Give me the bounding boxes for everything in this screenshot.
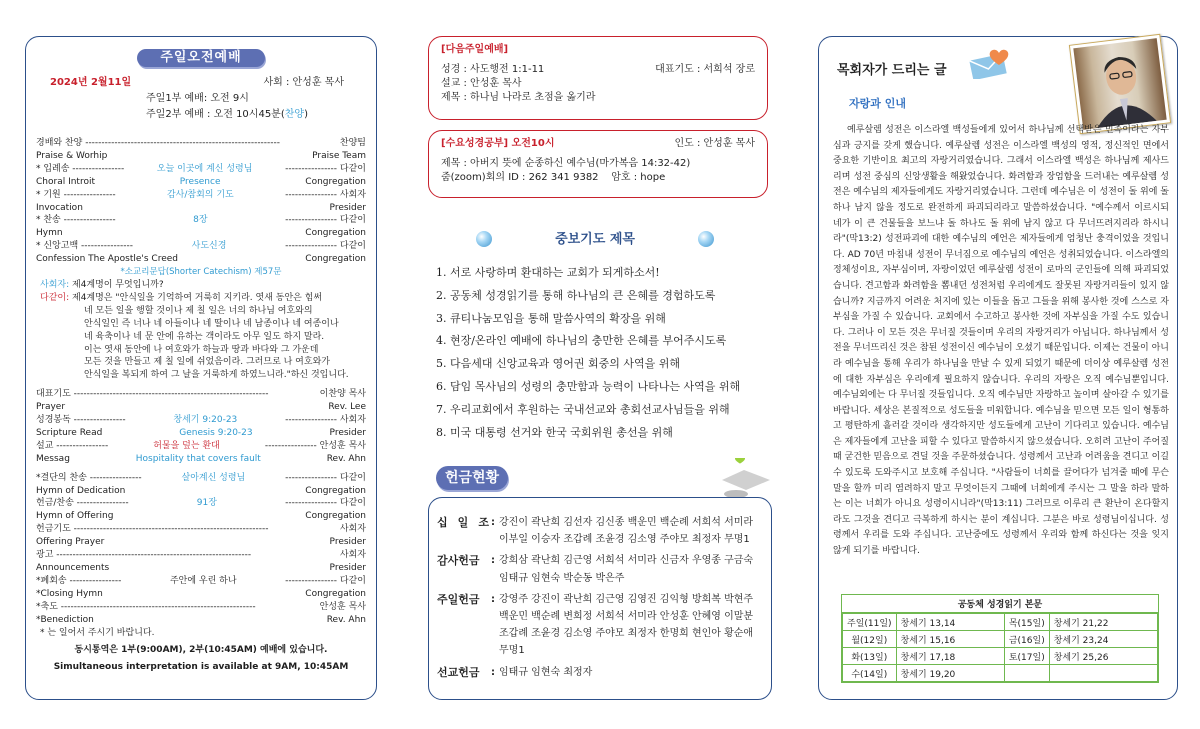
prayer-item: 7. 우리교회에서 후원하는 국내선교와 총회선교사님들을 위해	[436, 402, 730, 416]
prayer-item: 1. 서로 사랑하며 환대하는 교회가 되게하소서!	[436, 266, 660, 279]
order-item-en: Offering Prayer	[36, 537, 105, 548]
order-item-ko: *결단의 찬송 ----------------	[36, 472, 142, 483]
order-item-en: Confession The Apostle's Creed	[36, 254, 178, 265]
prayer-item: 8. 미국 대통령 선거와 한국 국회위원 총선을 위해	[436, 425, 673, 439]
offering-row: 십 일 조 : 강진이 곽난희 김선자 김신종 백운민 백순례 서희석 서미라 이부일 이승자 조갑례 조윤경 김소영 주야모 최정자 무명1	[437, 516, 754, 546]
order-item-en-center	[94, 614, 327, 627]
order-row-en	[36, 614, 366, 627]
interpretation-en: Simultaneous interpretation is available at 9AM, 10:45AM	[53, 662, 349, 673]
order-item-ko: 헌금기도 ------------------------------------------------------------	[36, 524, 269, 535]
order-item-ko: * 기원 ----------------	[36, 189, 116, 200]
prayer-item: 4. 현장/온라인 예배에 하나님의 충만한 은혜를 부어주시도록	[436, 334, 727, 348]
order-item-ko: 성경봉독 ----------------	[36, 415, 126, 426]
order-item-right: 이찬양 목사	[319, 389, 366, 400]
order-row	[36, 240, 366, 253]
offering-row: 주일헌금 : 강영주 강진이 곽난희 김근영 김영진 김익형 방희복 박현주 백운민 백순례 변희정 서희석 서미라 안성훈 안혜영 이말분 조갑례 조윤경 김소영 주야모 최정자 한명희 현인아 황순애 무명1	[437, 592, 754, 657]
order-item-en: Praise & Worhip	[36, 150, 108, 161]
reading-passage: 창세기 13,14	[896, 614, 1004, 631]
order-row	[36, 440, 366, 453]
catechism-question: 사회자: 제4계명이 무엇입니까?	[40, 279, 164, 290]
order-item-right: ---------------- 안성훈 목사	[264, 440, 366, 451]
worship-date: 2024년 2월11일	[50, 77, 132, 88]
order-row	[36, 523, 366, 536]
order-item-center: 허물을 덮는 환대	[153, 440, 220, 451]
catechism-answer: 다같이: 제4계명은 "안식일을 기억하여 거룩히 지키라. 엿새 동안은 힘써 네 모든 일을 행할 것이나 제 칠 일은 너의 하나님 여호와의 안식일인 즉 너나 네 아들이나 네 딸이나 네 남종이나 네 여종이나 네 육축이나 네 문 안에 유하는 객이라도 아무 일도 하지 말라. 이는 엿새 동안에 나 여호와가 하늘과 땅과 바다와 그 가운데 모든 것을 만들고 제 칠 일에 쉬었음이라. 그러므로 나 여호와가 안식일을 복되게 하여 그 날을 거룩하게 하였느니라."하신 것입니다.	[40, 292, 349, 381]
next-scripture: 성경 : 사도행전 1:1-11	[441, 64, 545, 75]
stand-note: * 는 일어서 주시기 바랍니다.	[40, 627, 155, 638]
order-item-ko: 경배와 찬양 ------------------------------------------------------------	[36, 138, 281, 148]
order-item-center: 8장	[193, 215, 208, 226]
order-item-center: 사도신경	[191, 241, 227, 252]
order-item-en-right: Praise Team	[312, 150, 366, 161]
prayer-title-bar	[470, 228, 720, 248]
reading-day: 주일(11일)	[843, 614, 897, 631]
reading-row	[843, 614, 1158, 631]
order-row	[36, 472, 366, 485]
prayer-item: 5. 다음세대 신앙교육과 영어권 회중의 사역을 위해	[436, 357, 680, 371]
reading-day: 월(12일)	[843, 631, 897, 648]
reading-day: 금(16일)	[1004, 631, 1049, 648]
offering-row: 감사헌금 : 강희삼 곽난희 김근영 서희석 서미라 신금자 우영종 구금숙 임태규 임현숙 박순동 박은주	[437, 554, 754, 584]
order-item-center: 감사/참회의 기도	[166, 189, 234, 200]
order-row	[36, 575, 366, 588]
reading-day	[1004, 665, 1049, 682]
reading-day: 목(15일)	[1004, 614, 1049, 631]
reading-day: 수(14일)	[843, 665, 897, 682]
order-item-en: Hymn	[36, 228, 63, 239]
order-item-en: Hymn of Offering	[36, 511, 114, 522]
pastor-letter-panel	[818, 36, 1178, 700]
order-item-en-right: Congregation	[305, 254, 366, 265]
order-row-en	[36, 536, 366, 549]
order-item-right: ---------------- 다같이	[285, 215, 366, 226]
order-item-en-center	[178, 253, 305, 266]
order-row-en	[36, 588, 366, 601]
heart-decoration-icon	[716, 458, 776, 498]
reading-passage: 창세기 19,20	[896, 665, 1004, 682]
order-item-ko: * 입례송 ----------------	[36, 163, 125, 174]
prayer-title: 중보기도 제목	[555, 232, 635, 247]
order-row	[36, 137, 366, 150]
order-item-right: 찬양팀	[339, 138, 366, 148]
order-item-right: 안성훈 목사	[319, 601, 366, 612]
order-item-right: ---------------- 다같이	[285, 472, 366, 483]
order-item-en-center	[103, 588, 305, 601]
order-item-right: 사회자	[339, 524, 366, 535]
order-item-en-right: Rev. Lee	[328, 402, 366, 413]
reading-row	[843, 631, 1158, 648]
order-row-en	[36, 202, 366, 215]
order-item-en-right: Congregation	[305, 485, 366, 496]
order-item-en-right: Presider	[329, 563, 366, 573]
order-list-3	[36, 472, 366, 627]
order-row	[36, 163, 366, 176]
reading-passage: 창세기 23,24	[1049, 631, 1157, 648]
order-item-en-center	[65, 401, 328, 414]
order-item-en-right: Congregation	[305, 588, 366, 599]
order-item-center	[251, 549, 340, 562]
order-item-en-center	[83, 202, 330, 215]
order-item-right: ---------------- 사회자	[285, 415, 366, 426]
order-item-en-center	[125, 485, 305, 498]
pastor-letter-subtitle: 자랑과 인내	[849, 97, 906, 110]
order-item-en-center: Presence	[179, 176, 221, 187]
pastor-letter-body: 예루살렘 성전은 이스라엘 백성들에게 있어서 하나님께 선택받은 민족이라는 자부심과 긍지를 갖게 했습니다. 예루살렘 성전은 이스라엘 백성의 영적, 정신적인 면에서 중요한 기반이요 최고의 자랑거리였습니다. 그래서 이스라엘 백성은 하나님께 제사드리며 성전 중심의 신앙생활을 해왔었습니다. 화려함과 장엄함을 드러내는 예루살렘 성전은 예수님의 제자들에게도 자랑거리였습니다. 그런데 예수님은 이 성전이 돌 위에 돌 하나 남지 않을 정도로 완전하게 파괴되리라고 말씀하셨습니다. "예수께서 이르시되 네가 이 큰 건물들을 보느냐 돌 하나도 돌 위에 남지 않고 다 무너뜨려지리라 하시니라"(막13:2) 성전파괴에 대한 예수님의 예언은 제자들에게 엄청난 충격이었을 것입니다. AD 70년 마침내 성전이 무너짐으로 예수님의 예언은 성취되었습니다. 이스라엘의 정체성이요, 자부심이며, 자랑이었던 예루살렘 성전이 로마의 군인들에 의해 파괴되었습니다. 견고함과 화려함을 뽐내던 성전처럼 우리에게도 잘못된 자랑거리들이 있지 않습니까? 지금까지 어려운 처지에 있는 이들을 돕고 그들을 위해 봉사한 것에 스스로 자부심을 가질 수 있습니다. 교회에서 수고하고 봉사한 것에 자부심을 가질 수도 있습니다. 그러나 이 모든 것은 무너질 것들이며 우리의 자랑거리가 아닙니다. 하나님께서 성전을 무너뜨리신 것은 참된 성전이신 예수님이 오셨기 때문입니다. 이제는 건물이 아니라 예수님을 통해 우리가 하나님을 만날 수 있게 되었기 때문에 더이상 예루살렘 성전에 대한 자부심은 우리에게 필요하지 않습니다. 우리의 자랑은 오직 예수님뿐입니다. 예수님외에는 다 무너질 것들입니다. 오직 예수님만 자랑하고 높이며 살아갈 수 있기를 바랍니다. 세상은 본질적으로 성도들을 미워합니다. 예수님을 믿으면 모든 일이 형통하고 평탄하게 흘러갈 것이라 생각하지만 성도들에게 고난이 기다리고 있습니다. 예수님은 제자들에게 고난을 피할 수 있다고 말씀하시지 않으셨습니다. 오히려 고난이 주어질때 굳건한 믿음으로 견딜 것을 주문하셨습니다. 성령께서 고난과 어려움을 견디고 이길 수 있도록 도와주시고 보호해 주십니다. "사람들이 너희를 끌어다가 넘겨줄 때에 무슨 말을 할까 미리 염려하지 말고 무엇이든지 그때에 너희에게 주시는 그 말을 하라 말하는 이는 너희가 아니요 성령이시니라"(막13:11) 그러므로 이루리 큰 환난이 온다할지라도 그것을 견디고 극복하게 하시는 분이 계십니다. 그분은 바로 성령님이십니다. 성령께서 우리를 도와 주십니다. 고난중에도 성령께서 우리와 함께 하신다는 것을 잊지 않게 되기를 바랍니다.	[833, 125, 1169, 557]
order-item-en-right: Congregation	[305, 511, 366, 522]
order-item-ko: * 신앙고백 ----------------	[36, 241, 133, 252]
wed-leader: 인도 : 안성훈 목사	[674, 138, 755, 149]
wed-header: [수요성경공부] 오전10시	[441, 138, 555, 149]
order-item-ko: *축도 ------------------------------------------------------------	[36, 601, 256, 612]
order-item-right: ---------------- 다같이	[285, 575, 366, 586]
reading-passage: 창세기 17,18	[896, 648, 1004, 665]
reading-row	[843, 665, 1158, 682]
order-row-en	[36, 401, 366, 414]
order-item-en-right: Presider	[329, 427, 366, 438]
order-row	[36, 497, 366, 510]
order-item-en-right: Congregation	[305, 228, 366, 239]
reading-day: 토(17일)	[1004, 648, 1049, 665]
offering-row: 선교헌금 : 임태규 임현숙 최정자	[437, 665, 593, 679]
order-row	[36, 601, 366, 614]
next-sermon: 설교 : 안성훈 목사	[441, 78, 522, 89]
order-item-ko: 헌금/찬송 ----------------	[36, 498, 129, 509]
order-row	[36, 549, 366, 562]
reading-row	[843, 648, 1158, 665]
order-row-en	[36, 253, 366, 266]
wed-title: 제목 : 아버지 뜻에 순종하신 예수님(마가복음 14:32-42)	[441, 158, 691, 169]
blue-ball-icon	[698, 231, 714, 247]
next-sunday-box	[428, 36, 768, 120]
worship-order-panel	[25, 36, 377, 700]
order-row	[36, 214, 366, 227]
next-prayer: 대표기도 : 서희석 장로	[655, 64, 755, 75]
order-item-center: 주안에 우린 하나	[169, 575, 237, 586]
worship-host: 사회 : 안성훈 목사	[263, 77, 344, 88]
order-row-en	[36, 176, 366, 189]
order-item-right: ---------------- 다같이	[285, 241, 366, 252]
pastor-photo	[1069, 34, 1171, 135]
wednesday-study-box	[428, 130, 768, 198]
prayer-item: 2. 공동체 성경읽기를 통해 하나님의 큰 은혜를 경험하도록	[436, 288, 716, 302]
order-item-ko: * 찬송 ----------------	[36, 215, 116, 226]
offering-panel	[428, 497, 772, 700]
order-item-ko: 광고 ------------------------------------------------------------	[36, 550, 252, 561]
order-item-center: 오늘 이곳에 계신 성령님	[156, 163, 253, 174]
order-item-en: Scripture Read	[36, 427, 103, 438]
order-item-en-center: Hospitality that covers fault	[135, 453, 261, 464]
order-item-en: Invocation	[36, 202, 83, 213]
order-list-1	[36, 137, 366, 266]
order-row-en	[36, 427, 366, 440]
order-row-en	[36, 562, 366, 575]
reading-passage: 창세기 21,22	[1049, 614, 1157, 631]
order-item-center: 살아계신 성령님	[181, 472, 246, 483]
order-item-center	[269, 523, 340, 536]
order-item-en-center	[109, 562, 329, 575]
order-item-right: ---------------- 다같이	[285, 163, 366, 174]
order-item-en-right: Presider	[329, 537, 366, 548]
order-item-en-center	[104, 536, 329, 549]
order-item-center	[280, 137, 340, 150]
service-2-time: 주일2부 예배 : 오전 10시45분(찬양)	[146, 109, 308, 120]
order-item-center: 창세기 9:20-23	[173, 415, 238, 426]
order-item-center: 91장	[196, 498, 217, 509]
next-sunday-header: [다음주일예배]	[441, 44, 509, 55]
order-item-en: *Closing Hymn	[36, 588, 103, 599]
order-list-2	[36, 388, 366, 465]
interpretation-ko: 동시통역은 1부(9:00AM), 2부(10:45AM) 예배에 있습니다.	[74, 645, 328, 656]
order-row	[36, 189, 366, 202]
order-item-en-center	[107, 150, 312, 163]
order-item-en-right: Rev. Ahn	[326, 614, 366, 625]
order-item-ko: 설교 ----------------	[36, 440, 109, 451]
order-item-en-right: Rev. Ahn	[326, 453, 366, 464]
order-row-en	[36, 485, 366, 498]
order-row-en	[36, 150, 366, 163]
bible-reading-table	[841, 594, 1159, 683]
order-row	[36, 414, 366, 427]
order-item-en-right: Congregation	[305, 176, 366, 187]
order-item-en: Announcements	[36, 563, 110, 573]
worship-header	[36, 77, 366, 137]
order-item-ko: 대표기도 ------------------------------------------------------------	[36, 389, 269, 400]
service-1-time: 주일1부 예배: 오전 9시	[146, 93, 249, 104]
reading-passage: 창세기 25,26	[1049, 648, 1157, 665]
order-row-en	[36, 510, 366, 523]
pastor-letter-title: 목회자가 드리는 글	[837, 63, 947, 78]
wed-zoom: 줌(zoom)회의 ID : 262 341 9382 암호 : hope	[441, 172, 666, 183]
reading-passage: 창세기 15,16	[896, 631, 1004, 648]
bible-reading-title: 공동체 성경읽기 본문	[842, 595, 1158, 613]
heart-letter-icon	[969, 43, 1013, 79]
order-item-en-right: Presider	[329, 202, 366, 213]
reading-day: 화(13일)	[843, 648, 897, 665]
order-row-en	[36, 453, 366, 466]
next-title: 제목 : 하나님 나라로 초점을 옮기라	[441, 92, 596, 103]
order-item-en: Messag	[36, 453, 70, 464]
worship-title: 주일오전예배	[137, 49, 265, 67]
order-item-right: ---------------- 사회자	[285, 189, 366, 200]
prayer-item: 6. 담임 목사님의 성령의 충만함과 능력이 나타나는 사역을 위해	[436, 379, 741, 393]
order-row-en	[36, 227, 366, 240]
prayer-list	[436, 262, 776, 444]
order-item-center	[256, 601, 320, 614]
reading-passage	[1049, 665, 1157, 682]
order-item-right: ---------------- 다같이	[285, 498, 366, 509]
order-item-en: Choral Introit	[36, 176, 95, 187]
order-item-en-center	[113, 510, 305, 523]
prayer-item: 3. 큐티나눔모임을 통해 말씀사역의 확장을 위해	[436, 311, 666, 325]
order-item-en-center: Genesis 9:20-23	[179, 427, 253, 438]
order-item-right: 사회자	[339, 550, 366, 561]
order-row	[36, 388, 366, 401]
order-item-en: *Benediction	[36, 614, 94, 625]
order-item-ko: *폐회송 ----------------	[36, 575, 122, 586]
offering-title: 헌금현황	[436, 466, 508, 490]
order-item-en: Hymn of Dedication	[36, 485, 126, 496]
catechism-title: *소교리문답(Shorter Catechism) 제57문	[120, 267, 282, 278]
order-item-center	[269, 388, 320, 401]
order-item-en: Prayer	[36, 402, 66, 413]
order-item-en-center	[63, 227, 306, 240]
